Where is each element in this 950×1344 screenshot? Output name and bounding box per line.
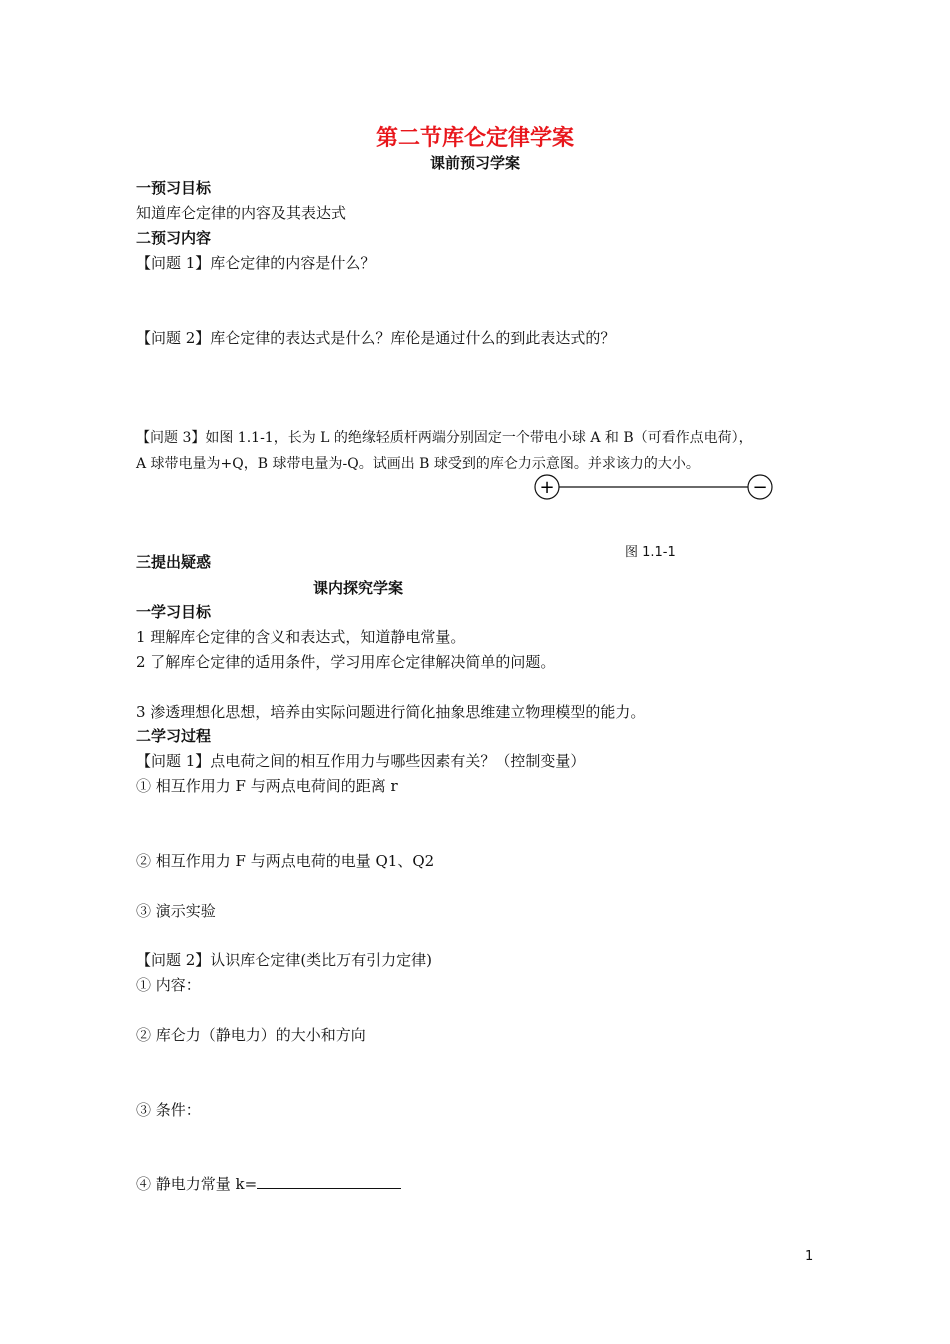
question-1-item-demo: ③ 演示实验 <box>136 902 216 920</box>
page-number: 1 <box>805 1249 814 1264</box>
preview-question-3-line-1: 【问题 3】如图 1.1-1，长为 L 的绝缘轻质杆两端分别固定一个带电小球 A 和 B（可看作点电荷）， <box>136 430 753 446</box>
figure-caption: 图 1.1-1 <box>625 545 676 560</box>
preview-goal-title: 一预习目标 <box>136 179 212 197</box>
preview-question-2: 【问题 2】库仑定律的表达式是什么？库伦是通过什么的到此表达式的？ <box>136 329 616 347</box>
question-1-item-distance: ① 相互作用力 F 与两点电荷间的距离 r <box>136 777 398 795</box>
answer-blank <box>257 1174 401 1189</box>
preview-content-title: 二预习内容 <box>136 229 212 247</box>
inclass-goal-1: 1 理解库仑定律的含义和表达式，知道静电常量。 <box>136 628 466 646</box>
inclass-heading: 课内探究学案 <box>313 579 404 597</box>
inclass-goal-title: 一学习目标 <box>136 603 212 621</box>
preview-question-1: 【问题 1】库仑定律的内容是什么？ <box>136 254 376 272</box>
constant-label: ④ 静电力常量 k= <box>136 1175 258 1193</box>
question-2-item-constant <box>136 1173 401 1194</box>
doubts-title: 三提出疑惑 <box>136 553 212 571</box>
question-1-item-charge: ② 相互作用力 F 与两点电荷的电量 Q1、Q2 <box>136 852 435 870</box>
preview-heading: 课前预习学案 <box>429 154 520 172</box>
preview-goal-text: 知道库仑定律的内容及其表达式 <box>136 204 347 222</box>
inclass-question-1: 【问题 1】点电荷之间的相互作用力与哪些因素有关？（控制变量） <box>136 752 586 770</box>
question-2-item-magnitude: ② 库仑力（静电力）的大小和方向 <box>136 1026 366 1044</box>
question-2-item-content: ① 内容： <box>136 976 201 994</box>
inclass-goal-3: 3 渗透理想化思想，培养由实际问题进行简化抽象思维建立物理模型的能力。 <box>136 703 646 721</box>
document-title: 第二节库仑定律学案 <box>375 126 574 151</box>
plus-sign-icon: + <box>539 477 555 498</box>
rod-figure <box>530 470 780 506</box>
inclass-goal-2: 2 了解库仑定律的适用条件，学习用库仑定律解决简单的问题。 <box>136 653 556 671</box>
question-2-item-condition: ③ 条件： <box>136 1101 201 1119</box>
process-title: 二学习过程 <box>136 727 212 745</box>
minus-sign-icon: − <box>752 477 768 498</box>
preview-question-3-line-2: A 球带电量为+Q，B 球带电量为-Q。试画出 B 球受到的库仑力示意图。并求该力的大小。 <box>136 456 700 472</box>
inclass-question-2: 【问题 2】认识库仑定律(类比万有引力定律) <box>136 951 433 969</box>
